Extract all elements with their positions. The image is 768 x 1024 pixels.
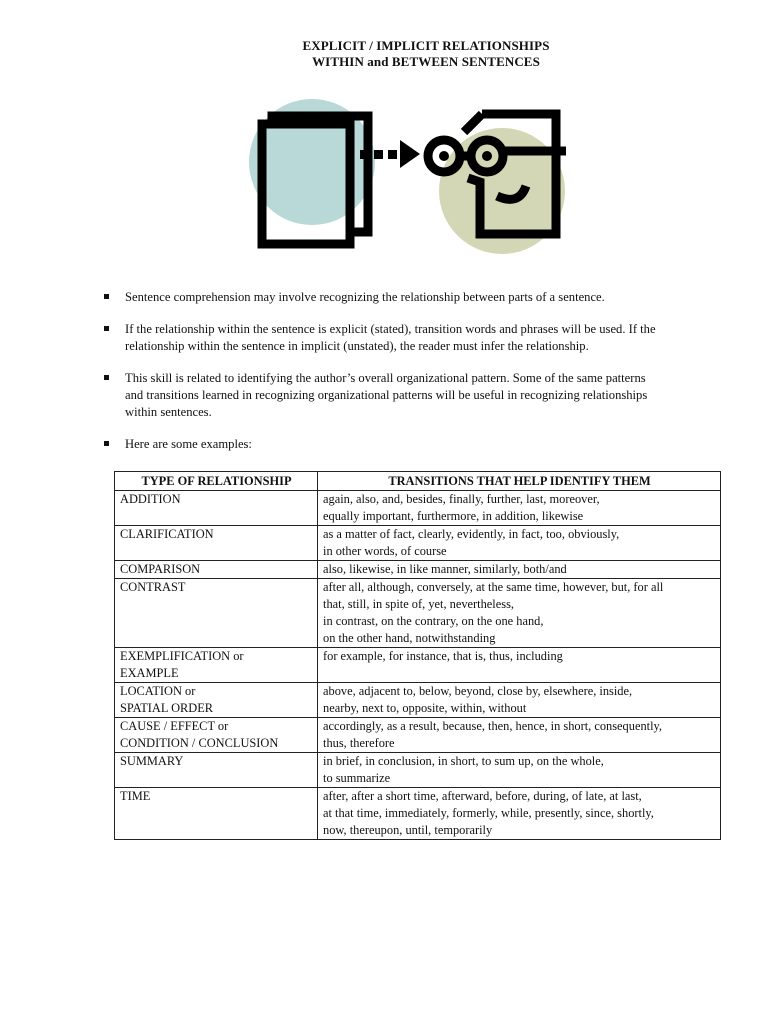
header-transitions: TRANSITIONS THAT HELP IDENTIFY THEM xyxy=(318,472,721,491)
relationship-type-text: EXAMPLE xyxy=(120,666,179,680)
transitions-cell xyxy=(318,718,721,753)
table-row xyxy=(115,788,721,840)
transitions-text: in other words, of course xyxy=(323,544,447,558)
bullet-text-line: and transitions learned in recognizing organizational patterns will be useful in recognizing relationships xyxy=(125,388,648,402)
transitions-cell xyxy=(318,526,721,561)
table-row xyxy=(115,683,721,718)
transitions-text: that, still, in spite of, yet, nevertheless, xyxy=(323,597,514,611)
transitions-cell xyxy=(318,788,721,840)
transitions-text: above, adjacent to, below, beyond, close by, elsewhere, inside, xyxy=(323,684,633,698)
relationship-type-cell xyxy=(115,491,318,526)
page-title xyxy=(0,38,768,70)
bullet-item xyxy=(104,321,734,355)
transitions-text: nearby, next to, opposite, within, without xyxy=(323,701,527,715)
relationship-type-text: COMPARISON xyxy=(120,562,201,576)
relationship-type-text: CONTRAST xyxy=(120,580,186,594)
bullet-text-line: relationship within the sentence in implicit (unstated), the reader must infer the relationship. xyxy=(125,339,589,353)
bullet-square-icon xyxy=(104,441,109,446)
title-line-1: EXPLICIT / IMPLICIT RELATIONSHIPS xyxy=(302,38,550,53)
transitions-text: as a matter of fact, clearly, evidently, in fact, too, obviously, xyxy=(323,527,620,541)
bullet-square-icon xyxy=(104,375,109,380)
bullet-item xyxy=(104,436,734,453)
relationship-type-cell xyxy=(115,579,318,648)
bullet-list xyxy=(104,289,734,468)
transitions-text: thus, therefore xyxy=(323,736,395,750)
relationship-type-text: CONDITION / CONCLUSION xyxy=(120,736,279,750)
bullet-text-line: Here are some examples: xyxy=(125,437,252,451)
relationship-type-cell xyxy=(115,561,318,579)
relationship-type-cell xyxy=(115,753,318,788)
transitions-text: in contrast, on the contrary, on the one hand, xyxy=(323,614,544,628)
transitions-cell xyxy=(318,753,721,788)
table-header-row xyxy=(115,472,721,491)
transitions-text: also, likewise, in like manner, similarly, both/and xyxy=(323,562,567,576)
title-line-2: WITHIN and BETWEEN SENTENCES xyxy=(312,54,540,69)
transitions-cell xyxy=(318,683,721,718)
relationship-type-cell xyxy=(115,718,318,753)
relationship-type-text: TIME xyxy=(120,789,151,803)
transitions-text: equally important, furthermore, in addition, likewise xyxy=(323,509,584,523)
relationship-type-text: CLARIFICATION xyxy=(120,527,214,541)
transitions-text: again, also, and, besides, finally, further, last, moreover, xyxy=(323,492,600,506)
table-row xyxy=(115,718,721,753)
transitions-text: after all, although, conversely, at the same time, however, but, for all xyxy=(323,580,664,594)
transitions-text: now, thereupon, until, temporarily xyxy=(323,823,493,837)
header-type: TYPE OF RELATIONSHIP xyxy=(115,472,318,491)
document-to-reader-icon xyxy=(244,94,574,260)
bullet-text-line: This skill is related to identifying the author’s overall organizational pattern. Some of the same patterns xyxy=(125,371,646,385)
transitions-text: in brief, in conclusion, in short, to sum up, on the whole, xyxy=(323,754,604,768)
table-row xyxy=(115,753,721,788)
transitions-text: after, after a short time, afterward, before, during, of late, at last, xyxy=(323,789,642,803)
relationship-type-text: ADDITION xyxy=(120,492,181,506)
bullet-text-line: If the relationship within the sentence is explicit (stated), transition words and phrases will be used. If the xyxy=(125,322,656,336)
bullet-text-line: within sentences. xyxy=(125,405,212,419)
table-row xyxy=(115,648,721,683)
table-row xyxy=(115,526,721,561)
transitions-text: accordingly, as a result, because, then, hence, in short, consequently, xyxy=(323,719,663,733)
relationship-type-text: LOCATION or xyxy=(120,684,196,698)
transitions-cell xyxy=(318,579,721,648)
table-row xyxy=(115,491,721,526)
relationship-type-text: SPATIAL ORDER xyxy=(120,701,214,715)
relationship-type-cell xyxy=(115,683,318,718)
bullet-text-line: Sentence comprehension may involve recognizing the relationship between parts of a sentence. xyxy=(125,290,605,304)
relationship-type-cell xyxy=(115,788,318,840)
relationship-type-cell xyxy=(115,526,318,561)
bullet-item xyxy=(104,370,734,421)
bullet-square-icon xyxy=(104,326,109,331)
transitions-text: on the other hand, notwithstanding xyxy=(323,631,496,645)
transitions-text: to summarize xyxy=(323,771,391,785)
bullet-item xyxy=(104,289,734,306)
table-row xyxy=(115,561,721,579)
relationship-type-text: CAUSE / EFFECT or xyxy=(120,719,229,733)
bullet-square-icon xyxy=(104,294,109,299)
transitions-text: at that time, immediately, formerly, while, presently, since, shortly, xyxy=(323,806,654,820)
transitions-cell xyxy=(318,491,721,526)
transitions-cell xyxy=(318,561,721,579)
relationship-type-cell xyxy=(115,648,318,683)
table-row xyxy=(115,579,721,648)
transitions-text: for example, for instance, that is, thus, including xyxy=(323,649,563,663)
relationship-type-text: SUMMARY xyxy=(120,754,184,768)
examples-table xyxy=(114,471,721,840)
transitions-cell xyxy=(318,648,721,683)
relationship-type-text: EXEMPLIFICATION or xyxy=(120,649,244,663)
